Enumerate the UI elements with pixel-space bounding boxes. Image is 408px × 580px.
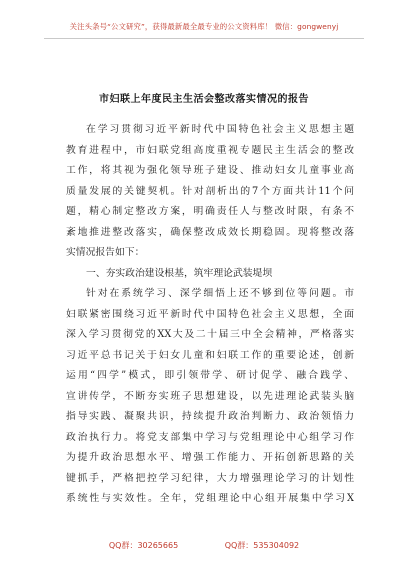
body-line: 质量发展的关键契机。针对剖析出的7个方面共计11个问 [66, 185, 354, 197]
footer-qq-group-1: QQ群：30265665 [108, 541, 179, 550]
body-line: 妇联紧密围绕习近平新时代中国特色社会主义思想，全面 [66, 308, 354, 320]
document-body [66, 120, 354, 510]
body-line: 政治执行力。将党支部集中学习与党组理论中心组学习作 [66, 431, 354, 443]
header-divider [44, 38, 364, 39]
body-line: 在学习贯彻习近平新时代中国特色社会主义思想主题 [86, 124, 354, 135]
body-line: 工作，将其视为强化领导班子建设、推动妇女儿童事业高 [66, 165, 354, 176]
body-line: 运用“四学”模式，即引领带学、研讨促学、融合践学、 [66, 370, 354, 381]
header-note: 关注头条号“公文研究”，获得最新最全最专业的公文资料库！ 微信：gongwenyj [69, 22, 339, 31]
footer-qq-group-2: QQ群：535304092 [224, 541, 300, 550]
body-line: 题，精心制定整改方案，明确责任人与整改时限，有条不 [66, 206, 354, 217]
body-line: 键抓手，严格把控学习纪律，大力增强理论学习的计划性 [66, 472, 354, 484]
document-title: 市妇联上年度民主生活会整改落实情况的报告 [99, 94, 309, 105]
body-line: 实情况报告如下： [66, 247, 145, 258]
section-heading: 一、夯实政治建设根基，筑牢理论武装堤坝 [86, 267, 273, 279]
body-line: 深入学习贯彻党的XX大及二十届三中全会精神，严格落实 [66, 329, 354, 340]
body-line: 宣讲传学，不断夯实班子思想建设，以先进理论武装头脑 [66, 390, 354, 402]
body-line: 针对在系统学习、深学细悟上还不够到位等问题。市 [86, 288, 354, 299]
body-line: 指导实践、凝聚共识，持续提升政治判断力、政治领悟力 [66, 411, 354, 422]
body-line: 教育进程中，市妇联党组高度重视专题民主生活会的整改 [66, 144, 354, 156]
body-line: 紊地推进整改落实，确保整改成效长期稳固。现将整改落 [66, 226, 354, 238]
footer [0, 540, 408, 551]
body-line: 系统性与实效性。全年，党组理论中心组开展集中学习X [66, 493, 354, 504]
body-line: 为提升政治思想水平、增强工作能力、开拓创新思路的关 [66, 452, 354, 463]
body-line: 习近平总书记关于妇女儿童和妇联工作的重要论述，创新 [66, 349, 354, 361]
